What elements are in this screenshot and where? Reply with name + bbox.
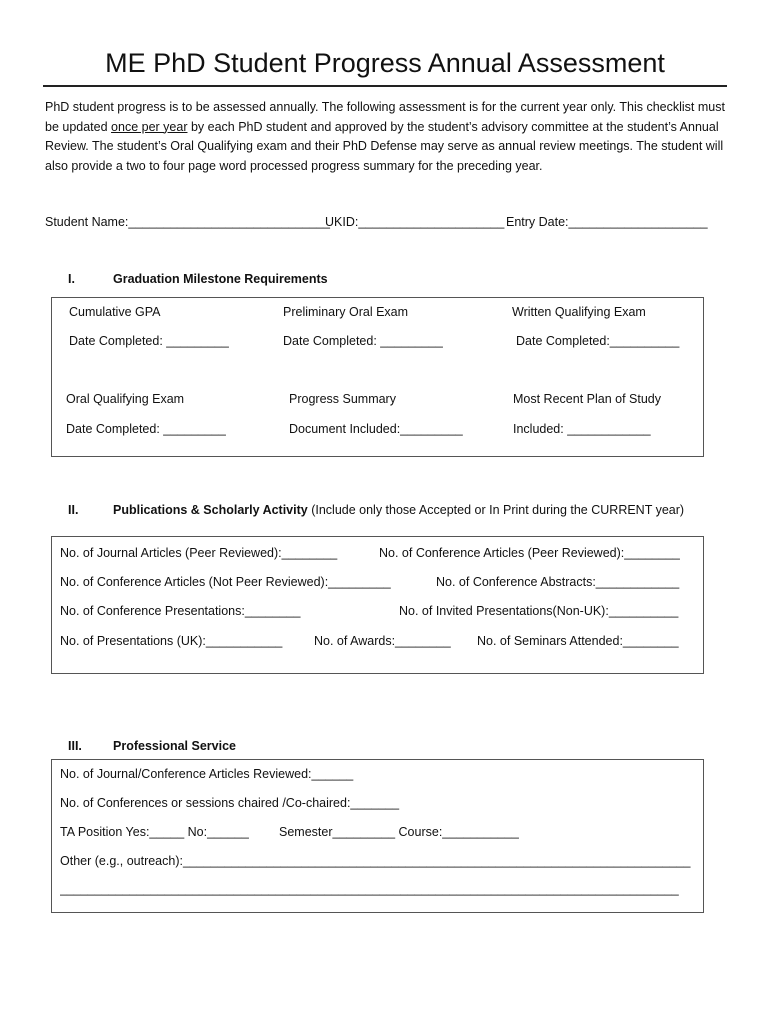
milestone-label: Progress Summary bbox=[289, 392, 396, 406]
section1-heading: Graduation Milestone Requirements bbox=[113, 272, 328, 286]
milestone-date-field[interactable]: Date Completed: _________ bbox=[66, 422, 226, 436]
milestone-date-field[interactable]: Date Completed: _________ bbox=[69, 334, 229, 348]
conferences-chaired-field[interactable]: No. of Conferences or sessions chaired /Co-chaired:_______ bbox=[60, 796, 400, 810]
conference-presentations-field[interactable]: No. of Conference Presentations:________ bbox=[60, 604, 301, 618]
milestone-label: Most Recent Plan of Study bbox=[513, 392, 661, 406]
milestone-label: Written Qualifying Exam bbox=[512, 305, 646, 319]
milestone-included-field[interactable]: Included: ____________ bbox=[513, 422, 651, 436]
presentations-uk-field[interactable]: No. of Presentations (UK):___________ bbox=[60, 634, 283, 648]
section2-note: (Include only those Accepted or In Print during the CURRENT year) bbox=[307, 503, 685, 517]
articles-reviewed-field[interactable]: No. of Journal/Conference Articles Reviewed:______ bbox=[60, 767, 354, 781]
semester-course-field[interactable]: Semester_________ Course:___________ bbox=[279, 825, 519, 839]
student-name-field[interactable]: Student Name:_____________________________ bbox=[45, 215, 330, 229]
intro-underlined-text: once per year bbox=[111, 119, 188, 134]
milestone-document-field[interactable]: Document Included:_________ bbox=[289, 422, 463, 436]
intro-text-end: by each PhD student and approved by the student’s advisory committee at the student’s Annual Review. The student’s Oral Qualifying exam and their PhD Defense may serve as annual review meetings. The student will also provide a two to four page word processed progress summary for the preceding year. bbox=[45, 119, 724, 173]
section3-heading: Professional Service bbox=[113, 739, 236, 753]
title-divider bbox=[43, 85, 727, 87]
milestone-label: Oral Qualifying Exam bbox=[66, 392, 185, 406]
section2-heading-line bbox=[113, 503, 684, 517]
invited-presentations-field[interactable]: No. of Invited Presentations(Non-UK):__________ bbox=[399, 604, 679, 618]
ukid-field[interactable]: UKID:_____________________ bbox=[325, 215, 505, 229]
milestone-label: Preliminary Oral Exam bbox=[283, 305, 409, 319]
section3-numeral: III. bbox=[68, 739, 82, 753]
ta-position-field[interactable]: TA Position Yes:_____ No:______ bbox=[60, 825, 249, 839]
journal-articles-peer-field[interactable]: No. of Journal Articles (Peer Reviewed):________ bbox=[60, 546, 338, 560]
intro-text-start: PhD student progress is to be assessed annually. The following assessment is for the current year only. This checklist must be updated bbox=[45, 100, 725, 134]
conference-articles-nonpeer-field[interactable]: No. of Conference Articles (Not Peer Reviewed):_________ bbox=[60, 575, 391, 589]
milestone-label: Cumulative GPA bbox=[69, 305, 161, 319]
seminars-attended-field[interactable]: No. of Seminars Attended:________ bbox=[477, 634, 679, 648]
conference-articles-peer-field[interactable]: No. of Conference Articles (Peer Reviewed):________ bbox=[379, 546, 680, 560]
awards-field[interactable]: No. of Awards:________ bbox=[314, 634, 451, 648]
section2-heading: Publications & Scholarly Activity bbox=[113, 503, 308, 517]
other-continuation-line[interactable]: _________________________________________________________________________________________ bbox=[60, 882, 679, 896]
conference-abstracts-field[interactable]: No. of Conference Abstracts:____________ bbox=[436, 575, 680, 589]
section2-numeral: II. bbox=[68, 503, 79, 517]
intro-paragraph bbox=[45, 98, 735, 176]
milestone-date-field[interactable]: Date Completed: _________ bbox=[283, 334, 443, 348]
other-outreach-field[interactable]: Other (e.g., outreach):_________________________________________________________________________ bbox=[60, 854, 691, 868]
page-title: ME PhD Student Progress Annual Assessment bbox=[105, 48, 665, 78]
milestone-date-field[interactable]: Date Completed:__________ bbox=[516, 334, 680, 348]
entry-date-field[interactable]: Entry Date:____________________ bbox=[506, 215, 708, 229]
section1-numeral: I. bbox=[68, 272, 75, 286]
